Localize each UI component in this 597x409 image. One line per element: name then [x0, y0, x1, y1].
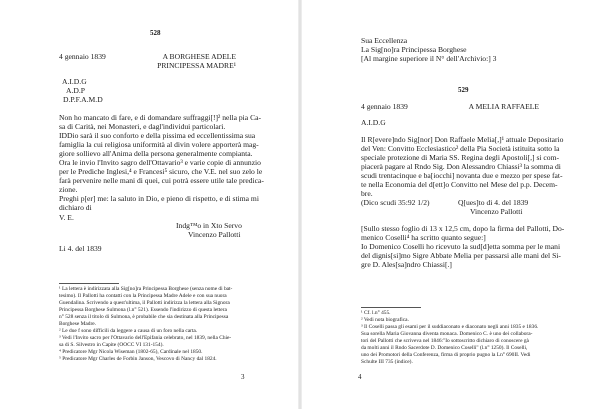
footnote-line: da molti anni il Rndo Sacerdote D. Domenico Coselli" (l.n° 1250). Il Coselli,: [361, 345, 528, 351]
body-line: Non ho mancato di fare, e di domandare suffraggi[!]² nella pia Ca-: [59, 113, 262, 122]
note-line: [Sullo stesso foglio di 13 x 12,5 cm, dopo la firma del Pallotti, Do-: [361, 224, 565, 233]
previous-letter-address: La Sig[no]ra Principessa Borghese: [361, 45, 467, 54]
note-line: del dignis[si]mo Sigre Abbate Melia per passarsi alle mani del Si-: [361, 251, 561, 260]
footnote-line: ² Vedi nota biografica.: [361, 317, 409, 323]
body-line: Il R[evere]ndo Sig[nor] Don Raffaele Melia[,]¹ attuale Depositario: [361, 135, 564, 144]
body-line: speciale protezione di Maria SS. Regina degli Apostoli[,] si com-: [361, 153, 560, 162]
footnote-line: sa di S. Silvestro in Capite (OOCC VI 131-154).: [59, 342, 164, 348]
footnote-line: ¹ Cf. l.n° 455.: [361, 310, 391, 316]
note-line: Io Domenico Coselli ho ricevuto la sud[d]etta somma per le mani: [361, 242, 561, 251]
closing-courtesy: V. E.: [59, 213, 74, 222]
footnote-line: Guendalina. Scrivendo a quest'ultima, il Pallotti indirizza la lettera alla Signora: [59, 300, 230, 306]
body-line: Preghi p[er] me: la saluto in Dio, e pieno di rispetto, e di stima mi: [59, 194, 259, 203]
addressee-line: A MELIA RAFFAELE: [468, 102, 539, 111]
footnote-line: Principessa Borghese Sulmona (l.n° 521). Essendo l'indirizzo di questa lettera: [59, 307, 227, 313]
footnote-line: Schulte III 735 (indice).: [361, 359, 413, 365]
body-line: giore sollievo all'Anima della persona generalmente compianta.: [59, 149, 253, 158]
amount-line: (Dico scudi 35:92 1/2): [361, 198, 430, 207]
body-line: Ora le invio l'Invito sagro dell'Ottavario³ e varie copie di annunzio: [59, 158, 261, 167]
signature: Vincenzo Pallotti: [470, 207, 523, 216]
body-line: farà pervenire nelle mani di quei, cui potrà essere utile tale predica-: [59, 176, 264, 185]
footnote-rule: [59, 283, 119, 284]
footnote-rule: [361, 307, 421, 308]
signature: Vincenzo Pallotti: [188, 230, 241, 239]
letter-date: 4 gennaio 1839: [59, 52, 106, 61]
footnote-line: ² Le due f sono difficili da leggere a causa di un foro nella carta.: [59, 328, 198, 334]
footnote-line: ³ Il Coselli passa gli esami per il suddiaconato e diaconato negli anni 1835 e 1836.: [361, 324, 539, 330]
place-date: Li 4. del 1839: [59, 244, 102, 253]
body-line: sa di Carità, nei Monasteri, e dagl'individui particolari.: [59, 122, 226, 131]
salutation-line: A.I.D.G: [62, 77, 87, 86]
footnote-line: tori del Pallotti che scriveva nel 1846:"Io sottoscritto dichiaro di conoscere gà: [361, 338, 529, 344]
footnote-line: uno dei Promotori della Conferenza, firma di proprio pugno la Ln° 690II. Vedi: [361, 352, 531, 358]
previous-letter-address: [Al margine superiore il N° dell'Archivio:] 3: [361, 54, 497, 63]
body-line: dichiaro di: [59, 203, 92, 212]
body-line: te nella Economia del d[ett]o Convitto nel Mese del p.p. Decem-: [361, 180, 558, 189]
body-line: IDDio sarà il suo conforto e della pissima ed eccellentissima sua: [59, 131, 256, 140]
salutation-line: D.P.F.A.M.D: [63, 95, 103, 104]
body-line: scudi trentacinque e ba[iocchi] novanta due e mezzo per spese fat-: [361, 171, 563, 180]
salutation-line: A.I.D.G: [361, 118, 386, 127]
document-number: 528: [150, 29, 161, 37]
body-line: bre.: [361, 189, 373, 198]
document-number: 529: [458, 86, 469, 94]
footnote-line: Borghese Madre.: [59, 321, 97, 327]
closing-servant: Indg™o in Xto Servo: [176, 221, 242, 230]
footnote-line: ⁴ Predicatore Mgr Nicola Wiseman (1802-65), Cardinale nel 1850.: [59, 349, 203, 355]
addressee-line: A BORGHESE ADELE: [162, 52, 236, 61]
body-line: piacerà pagare al Rndo Sig. Don Alessandro Chiassi³ la somma di: [361, 162, 561, 171]
page-number: 3: [241, 373, 245, 381]
note-line: menico Coselli⁴ ha scritto quanto segue:]: [361, 233, 486, 242]
addressee-line: PRINCIPESSA MADRE¹: [157, 61, 236, 70]
note-line: gre D. Ales[sa]ndro Chiassi[.]: [361, 260, 452, 269]
body-line: per le Prediche Inglesi,⁴ e Francesi⁵ sicuro, che V.E. nel suo zelo le: [59, 167, 263, 176]
body-line: famiglia la cui religiosa uniformità al divin volere apporterà mag-: [59, 140, 259, 149]
footnote-line: Sua sorella Maria Giovanna diventa monaca. Domenico C. è uno dei collabora-: [361, 331, 533, 337]
right-page: [300, 0, 597, 409]
footnote-line: ¹ La lettera è indirizzata alla Sig[no]ra Principessa Borghese (senza nome di bat-: [59, 286, 233, 292]
signed-date: Q[ues]to di 4. del 1839: [458, 198, 529, 207]
page-number: 4: [358, 373, 362, 381]
letter-date: 4 gennaio 1839: [361, 102, 408, 111]
previous-letter-address: Sua Eccellenza: [361, 36, 408, 45]
footnote-line: tesimo). Il Pallotti ha contatti con la Principessa Madre Adele e con sua nuora: [59, 293, 227, 299]
footnote-line: ⁵ Predicatore Mgr Charles de Forbin Janson, Vescovo di Nancy dal 1824.: [59, 356, 217, 362]
salutation-line: A.D.P: [66, 86, 85, 95]
footnote-line: n° 528 senza il titolo di Sulmona, è probabile che sia destinata alla Principessa: [59, 314, 229, 320]
body-line: del Ven: Convitto Ecclesiastico² della Pia Società istituita sotto la: [361, 144, 560, 153]
footnote-line: ³ Vedi l'Invito sacro per l'Ottavario dell'Epifania celebrato, nel 1839, nella Chie-: [59, 335, 232, 341]
body-line: zione.: [59, 185, 78, 194]
